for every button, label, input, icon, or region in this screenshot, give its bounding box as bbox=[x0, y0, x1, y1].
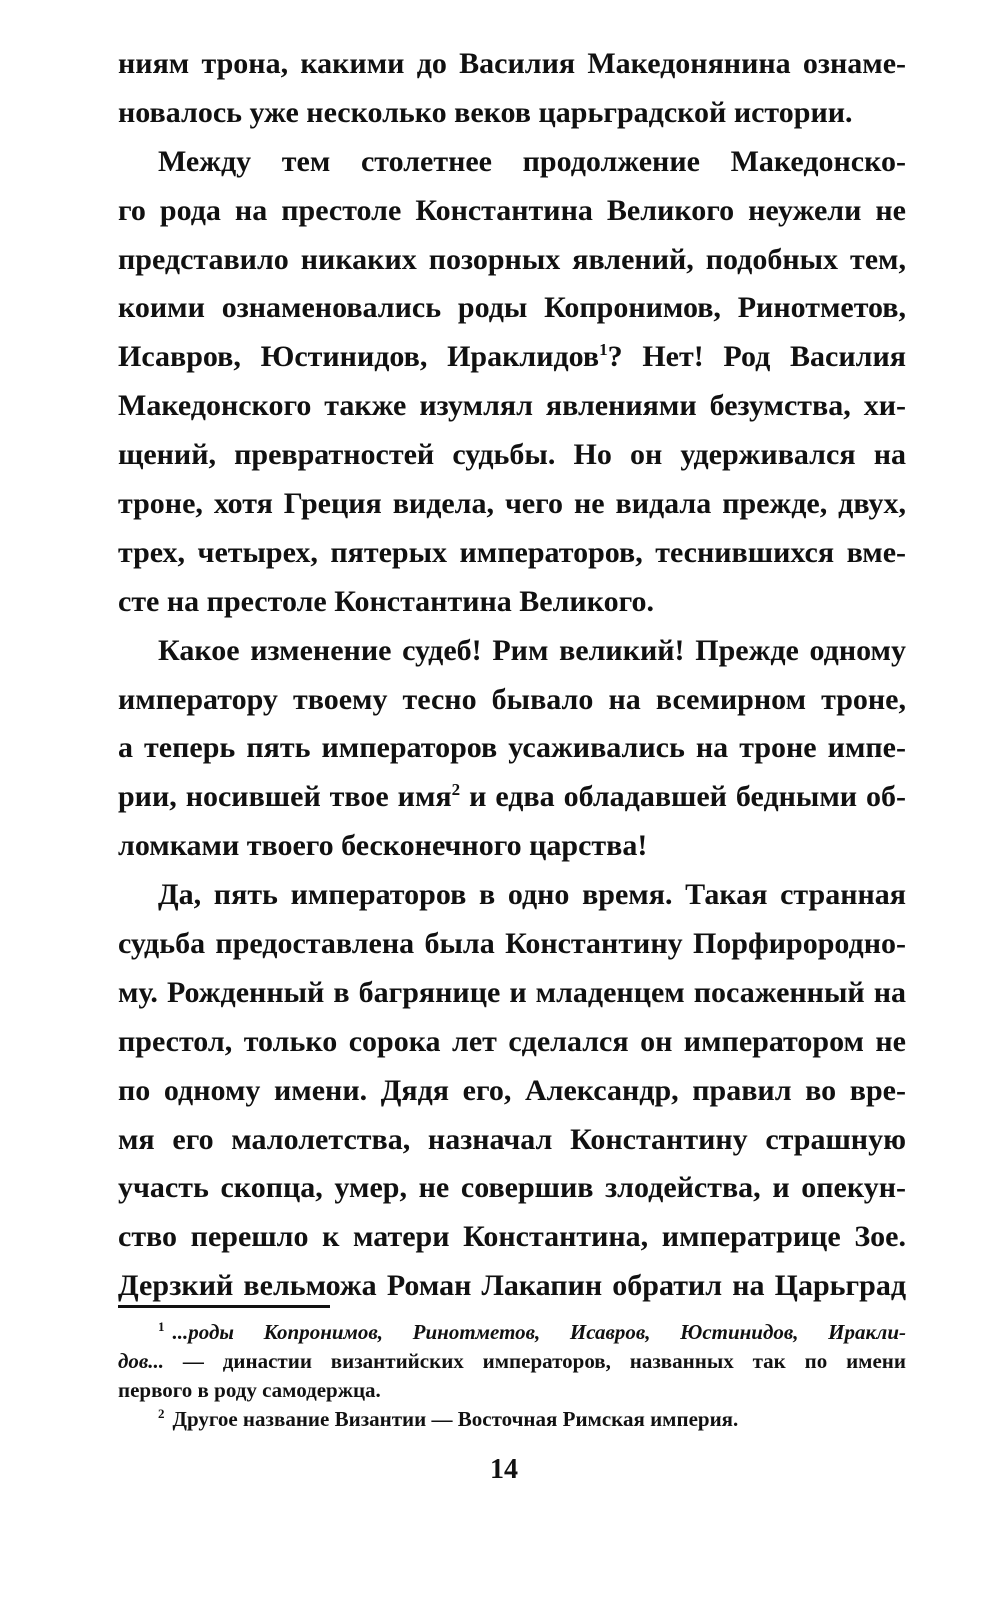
text-line: представило никаких позорных явлений, подобных тем, bbox=[118, 242, 906, 276]
footnote-marker: 1 bbox=[158, 1319, 165, 1334]
footnote-text: Другое название Византии — Восточная Римская империя. bbox=[172, 1407, 739, 1431]
footnote-1-line-2 bbox=[118, 1347, 906, 1376]
text-line: Между тем столетнее продолжение Македонско- bbox=[158, 144, 906, 178]
text-line: сте на престоле Константина Великого. bbox=[118, 584, 654, 618]
text-line: по одному имени. Дядя его, Александр, правил во вре- bbox=[118, 1073, 906, 1107]
text-line: Какое изменение судеб! Рим великий! Прежде одному bbox=[158, 633, 906, 667]
text-fragment: Исавров, Юстинидов, Ираклидов bbox=[118, 340, 600, 374]
text-line: Дерзкий вельможа Роман Лакапин обратил на Царьград bbox=[118, 1269, 906, 1303]
footnote-ref-1[interactable]: 1 bbox=[599, 340, 608, 360]
footnote-marker: 2 bbox=[158, 1406, 165, 1421]
footnote-text: — династии византийских императоров, названных так по имени bbox=[164, 1349, 906, 1373]
text-line: престол, только сорока лет сделался он императором не bbox=[118, 1024, 906, 1058]
footnote-2 bbox=[118, 1405, 906, 1434]
text-line: го рода на престоле Константина Великого неужели не bbox=[118, 193, 906, 227]
footnote-text: дов... bbox=[118, 1349, 165, 1373]
text-line: ломками твоего бесконечного царства! bbox=[118, 829, 648, 863]
text-line: му. Рожденный в багрянице и младенцем посаженный на bbox=[118, 975, 906, 1009]
text-line: ниям трона, какими до Василия Македонянина ознаме- bbox=[118, 47, 906, 80]
text-fragment: и едва обладавшей бедными об- bbox=[460, 780, 906, 814]
footnote-1 bbox=[118, 1318, 906, 1347]
footnote-1-line-3: первого в роду самодержца. bbox=[118, 1378, 381, 1402]
text-line: новалось уже несколько веков царьградской истории. bbox=[118, 95, 853, 129]
text-line: судьба предоставлена была Константину Порфирородно- bbox=[118, 927, 906, 961]
footnotes bbox=[118, 1318, 906, 1434]
text-line: ство перешло к матери Константина, императрице Зое. bbox=[118, 1220, 906, 1254]
text-line: щений, превратностей судьбы. Но он удерживался на bbox=[118, 438, 906, 472]
text-fragment: ? Нет! Род Василия bbox=[607, 340, 906, 374]
footnote-text: ...роды Копронимов, Ринотметов, Исавров, Юстинидов, Иракли- bbox=[172, 1320, 906, 1344]
text-line: императору твоему тесно бывало на всемирном троне, bbox=[118, 682, 906, 716]
footnote-divider bbox=[118, 1305, 330, 1308]
text-line: а теперь пять императоров усаживались на троне импе- bbox=[118, 731, 906, 765]
text-fragment: рии, носившей твое имя bbox=[118, 780, 452, 814]
text-line bbox=[118, 773, 906, 822]
text-line: Да, пять императоров в одно время. Такая странная bbox=[158, 878, 906, 912]
page-number: 14 bbox=[490, 1454, 518, 1485]
text-line: мя его малолетства, назначал Константину страшную bbox=[118, 1122, 906, 1156]
text-line bbox=[118, 333, 906, 382]
text-line: Македонского также изумлял явлениями безумства, хи- bbox=[118, 389, 906, 423]
text-line: трех, четырех, пятерых императоров, теснившихся вме- bbox=[118, 535, 906, 569]
main-text bbox=[118, 40, 906, 1311]
text-line: участь скопца, умер, не совершив злодейства, и опекун- bbox=[118, 1171, 906, 1205]
text-line: коими ознаменовались роды Копронимов, Ринотметов, bbox=[118, 291, 906, 325]
text-line: троне, хотя Греция видела, чего не видала прежде, двух, bbox=[118, 487, 906, 521]
footnote-ref-2[interactable]: 2 bbox=[451, 780, 461, 800]
